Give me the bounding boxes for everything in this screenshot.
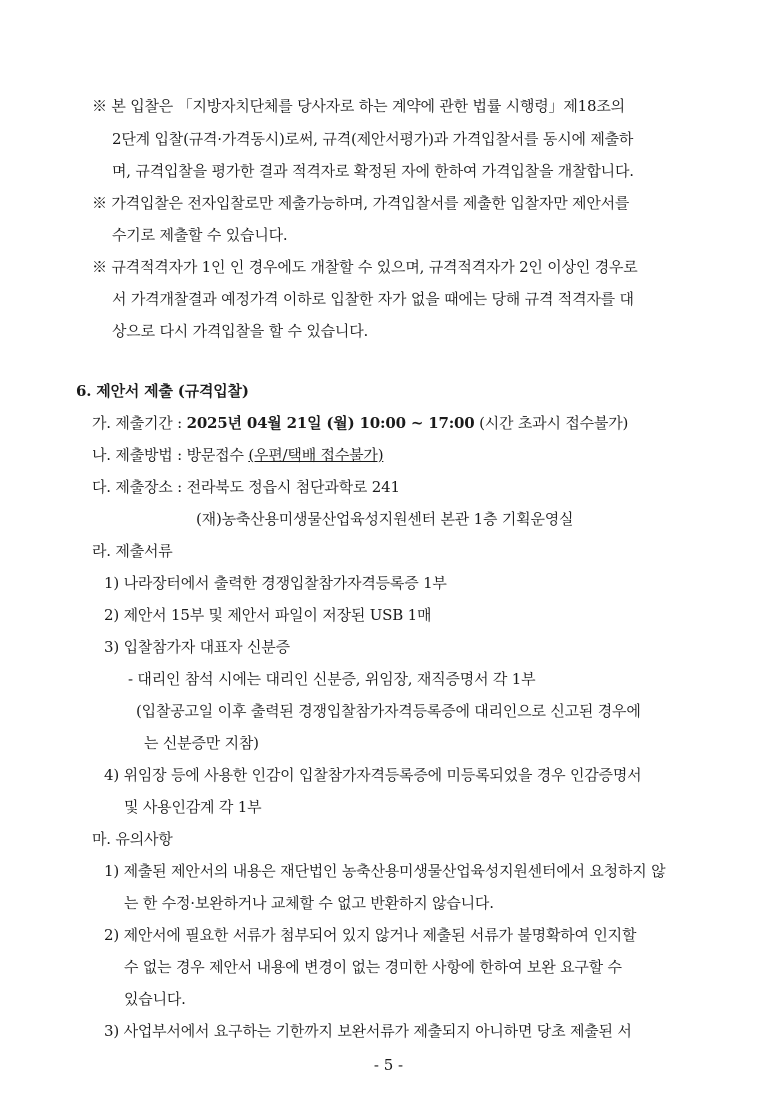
- submission-place-line-1: 다. 제출장소 : 전라북도 정읍시 첨단과학로 241: [92, 478, 400, 496]
- note-3-line-3: 상으로 다시 가격입찰을 할 수 있습니다.: [112, 322, 369, 340]
- documents-title: 라. 제출서류: [92, 542, 173, 560]
- note-1-line-1: ※ 본 입찰은 「지방자치단체를 당사자로 하는 계약에 관한 법률 시행령」제18조의: [92, 97, 625, 115]
- note-3-line-1: ※ 규격적격자가 1인 인 경우에도 개찰할 수 있으며, 규격적격자가 2인 이상인 경우로: [92, 258, 638, 276]
- documents-item-3-paren-line-2: 는 신분증만 지참): [144, 734, 259, 752]
- documents-item-4-line-1: 4) 위임장 등에 사용한 인감이 입찰참가자격등록증에 미등록되었을 경우 인감증명서: [104, 766, 642, 784]
- notices-title: 마. 유의사항: [92, 830, 173, 848]
- notices-item-1-line-1: 1) 제출된 제안서의 내용은 재단법인 농축산용미생물산업육성지원센터에서 요청하지 않: [104, 862, 666, 880]
- note-3-line-2: 서 가격개찰결과 예정가격 이하로 입찰한 자가 없을 때에는 당해 규격 적격자를 대: [112, 290, 634, 308]
- notices-item-1-line-2: 는 한 수정·보완하거나 교체할 수 없고 반환하지 않습니다.: [124, 894, 494, 912]
- submission-method-restriction: (우편/택배 접수불가): [248, 446, 384, 464]
- notices-item-2-line-2: 수 없는 경우 제안서 내용에 변경이 없는 경미한 사항에 한하여 보완 요구할 수: [124, 958, 622, 976]
- submission-method-label: 나. 제출방법 : 방문접수: [92, 446, 249, 464]
- note-2-line-2: 수기로 제출할 수 있습니다.: [112, 226, 288, 244]
- page-number: - 5 -: [373, 1056, 404, 1074]
- note-1-line-3: 며, 규격입찰을 평가한 결과 적격자로 확정된 자에 한하여 가격입찰을 개찰합니다.: [112, 162, 634, 180]
- submission-period-label: 가. 제출기간 :: [92, 414, 187, 432]
- submission-place-line-2: (재)농축산용미생물산업육성지원센터 본관 1층 기획운영실: [196, 510, 574, 528]
- documents-item-2: 2) 제안서 15부 및 제안서 파일이 저장된 USB 1매: [104, 606, 432, 624]
- documents-item-3: 3) 입찰참가자 대표자 신분증: [104, 638, 290, 656]
- documents-item-1: 1) 나라장터에서 출력한 경쟁입찰참가자격등록증 1부: [104, 574, 447, 592]
- documents-item-3-paren-line-1: (입찰공고일 이후 출력된 경쟁입찰참가자격등록증에 대리인으로 신고된 경우에: [136, 702, 641, 720]
- submission-method: [92, 445, 383, 465]
- notices-item-2-line-1: 2) 제안서에 필요한 서류가 첨부되어 있지 않거나 제출된 서류가 불명확하여 인지할: [104, 926, 637, 944]
- notices-item-3-line-1: 3) 사업부서에서 요구하는 기한까지 보완서류가 제출되지 아니하면 당초 제출된 서: [104, 1022, 632, 1040]
- documents-item-3-sub: - 대리인 참석 시에는 대리인 신분증, 위임장, 재직증명서 각 1부: [128, 670, 536, 688]
- submission-period-value: 2025년 04월 21일 (월) 10:00 ~ 17:00: [186, 414, 475, 432]
- section-title: 6. 제안서 제출 (규격입찰): [76, 382, 249, 400]
- submission-period: [92, 413, 628, 433]
- note-2-line-1: ※ 가격입찰은 전자입찰로만 제출가능하며, 가격입찰서를 제출한 입찰자만 제안서를: [92, 194, 630, 212]
- note-1-line-2: 2단계 입찰(규격·가격동시)로써, 규격(제안서평가)과 가격입찰서를 동시에 제출하: [112, 130, 634, 148]
- documents-item-4-line-2: 및 사용인감계 각 1부: [124, 798, 262, 816]
- submission-period-note: (시간 초과시 접수불가): [474, 414, 629, 432]
- notices-item-2-line-3: 있습니다.: [124, 990, 186, 1008]
